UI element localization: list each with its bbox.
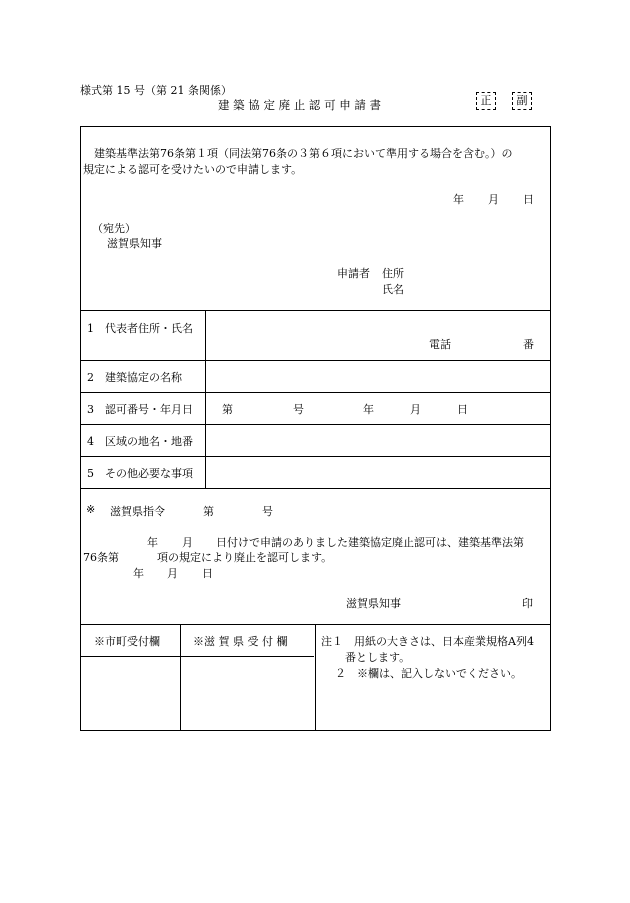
approval-date-month: 月 bbox=[167, 567, 178, 580]
approval-date-year: 年 bbox=[133, 567, 144, 580]
form-number: 様式第 15 号（第 21 条関係） bbox=[80, 84, 232, 97]
permit-month: 月 bbox=[410, 403, 421, 416]
note-1a: 注１ 用紙の大きさは、日本産業規格A列4 bbox=[321, 635, 534, 648]
approval-text-2b: 項の規定により廃止を認可します。 bbox=[157, 551, 333, 564]
statement-line-2: 規定による認可を受けたいので申請します。 bbox=[83, 163, 303, 176]
rule-footer-col1 bbox=[180, 624, 181, 731]
rule-row-2 bbox=[81, 360, 550, 361]
rule-label-column bbox=[205, 310, 206, 488]
phone-suffix: 番 bbox=[523, 338, 534, 351]
rule-row-5 bbox=[81, 456, 550, 457]
directive-label: 滋賀県指令 bbox=[110, 505, 165, 518]
approval-date-day: 日 bbox=[202, 567, 213, 580]
governor-signature: 滋賀県知事 bbox=[346, 597, 401, 610]
row-4-label: 4 区域の地名・地番 bbox=[87, 435, 193, 448]
note-2: ２ ※欄は、記入しないでください。 bbox=[335, 667, 522, 680]
city-reception-label: ※市町受付欄 bbox=[94, 635, 160, 648]
name-label: 氏名 bbox=[382, 283, 404, 296]
stamp-original: 正 bbox=[476, 92, 496, 110]
row-3-label: 3 認可番号・年月日 bbox=[87, 403, 193, 416]
permit-year: 年 bbox=[363, 403, 374, 416]
addressee-name: 滋賀県知事 bbox=[107, 237, 162, 250]
statement-line-1: 建築基準法第76条第１項（同法第76条の３第６項において準用する場合を含む。）の bbox=[94, 147, 513, 160]
approval-month: 月 bbox=[182, 536, 193, 549]
rule-footer-col2 bbox=[315, 624, 316, 731]
address-label: 住所 bbox=[382, 267, 404, 280]
row-5-label: 5 その他必要な事項 bbox=[87, 467, 193, 480]
permit-go: 号 bbox=[293, 403, 304, 416]
rule-row-4 bbox=[81, 424, 550, 425]
rule-row-3 bbox=[81, 392, 550, 393]
date-day: 日 bbox=[523, 193, 534, 206]
rule-footer-header bbox=[81, 656, 314, 657]
seal-mark: 印 bbox=[522, 597, 533, 610]
rule-approval bbox=[81, 488, 550, 489]
applicant-label: 申請者 bbox=[337, 267, 370, 280]
row-2-label: 2 建築協定の名称 bbox=[87, 371, 182, 384]
date-month: 月 bbox=[488, 193, 499, 206]
approval-text-1: 日付けで申請のありました建築協定廃止認可は、建築基準法第 bbox=[216, 536, 524, 549]
approval-mark: ※ bbox=[86, 503, 96, 516]
directive-go: 号 bbox=[262, 505, 273, 518]
document-title: 建 築 協 定 廃 止 認 可 申 請 書 bbox=[218, 98, 382, 112]
stamp-copy: 副 bbox=[512, 92, 532, 110]
approval-year: 年 bbox=[147, 536, 158, 549]
date-year: 年 bbox=[453, 193, 464, 206]
addressee: （宛先） bbox=[92, 222, 136, 235]
permit-dai: 第 bbox=[222, 403, 233, 416]
pref-reception-label: ※滋 賀 県 受 付 欄 bbox=[193, 635, 288, 648]
phone-label: 電話 bbox=[429, 338, 451, 351]
rule-top-rows bbox=[81, 310, 550, 311]
approval-text-2a: 76条第 bbox=[83, 551, 119, 564]
note-1b: 番とします。 bbox=[345, 651, 411, 664]
row-1-label: 1 代表者住所・氏名 bbox=[87, 322, 193, 335]
permit-day: 日 bbox=[457, 403, 468, 416]
directive-dai: 第 bbox=[203, 505, 214, 518]
